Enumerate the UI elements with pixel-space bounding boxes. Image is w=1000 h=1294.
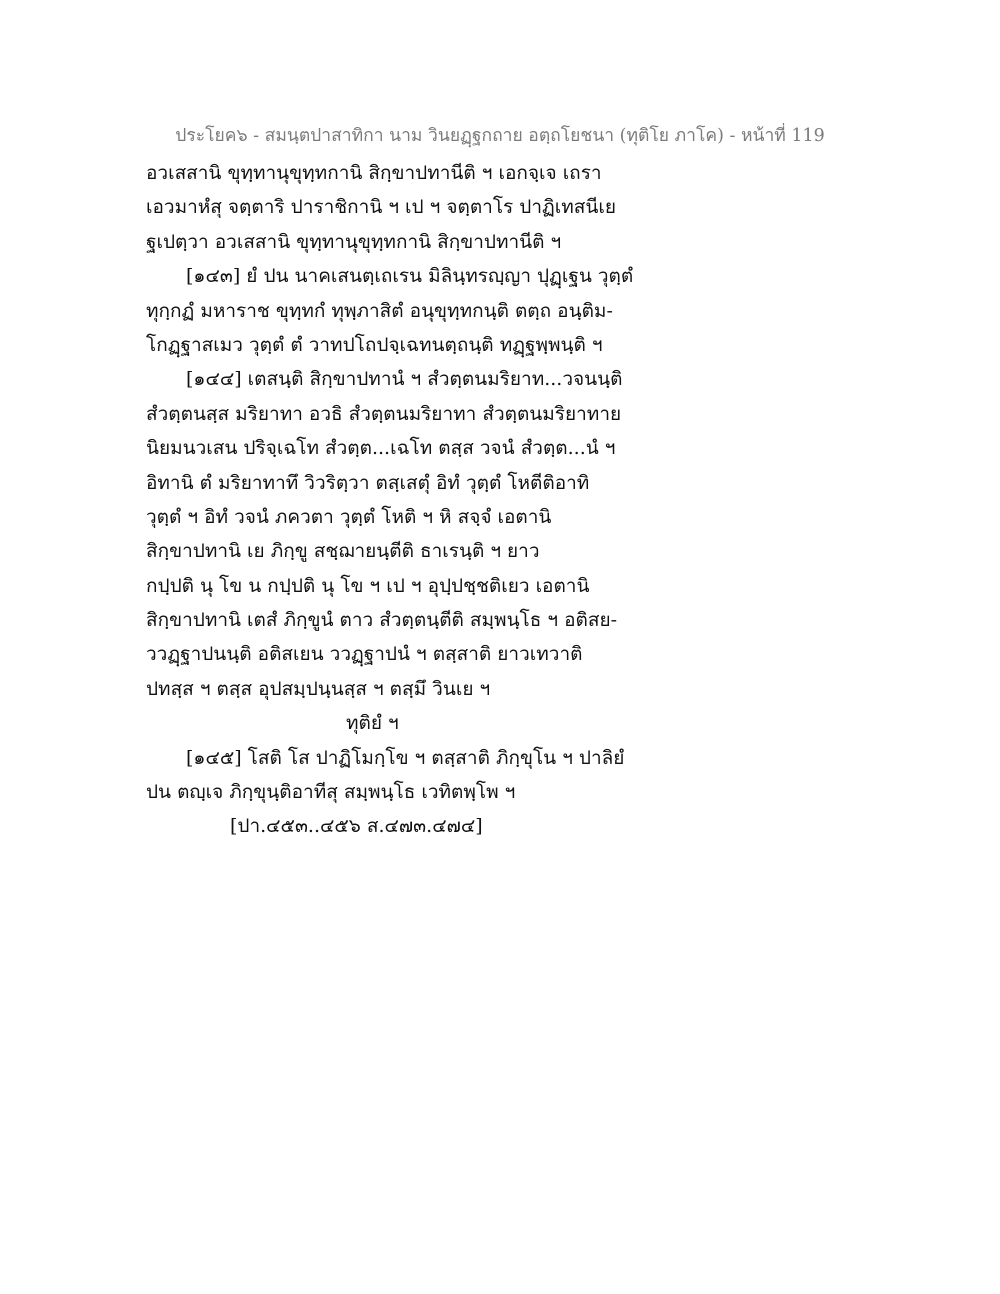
paragraph-145-start: [๑๔๕] โสติ โส ปาฏิโมกฺโข ฯ ตสฺสาติ ภิกฺขุโน ฯ ปาลิยํ — [186, 746, 625, 769]
section-heading-dutiyam: ทุติยํ ฯ — [346, 712, 399, 735]
text-line-11: วุตฺตํ ฯ อิทํ วจนํ ภควตา วุตฺตํ โหติ ฯ หิ สจฺจํ เอตานิ — [146, 505, 552, 528]
text-line-13: กปฺปติ นุ โข น กปฺปติ นุ โข ฯ เป ฯ อุปฺปชฺชติเยว เอตานิ — [146, 574, 590, 597]
body-text — [146, 156, 866, 844]
text-line-12: สิกฺขาปทานิ เย ภิกฺขู สชฺฌายนฺตีติ ธาเรนฺติ ฯ ยาว — [146, 540, 540, 563]
text-line-5: ทุกฺกฏํ มหาราช ขุทฺทกํ ทุพฺภาสิตํ อนุขุทฺทกนฺติ ตตฺถ อนฺติม- — [146, 299, 613, 322]
text-line-8: สํวตฺตนสฺส มริยาทา อวธิ สํวตฺตนมริยาทา สํวตฺตนมริยาทาย — [146, 402, 622, 425]
text-line-2: เอวมาหํสุ จตฺตาริ ปาราชิกานิ ฯ เป ฯ จตฺตาโร ปาฏิเทสนีเย — [146, 196, 617, 219]
text-line-16: ปทสฺส ฯ ตสฺส อุปสมฺปนฺนสฺส ฯ ตสฺมึ วินเย ฯ — [146, 677, 491, 700]
paragraph-144-start: [๑๔๔] เตสนฺติ สิกฺขาปทานํ ฯ สํวตฺตนมริยาท...วจนนฺติ — [186, 368, 623, 391]
text-line-6: โกฏฺฐาสเมว วุตฺตํ ตํ วาทปโถปจฺเฉทนตฺถนฺติ ทฏฺฐพฺพนฺติ ฯ — [146, 333, 603, 356]
text-line-14: สิกฺขาปทานิ เตสํ ภิกฺขูนํ ตาว สํวตฺตนฺตีติ สมฺพนฺโธ ฯ อติสย- — [146, 609, 618, 632]
text-line-19: ปน ตญฺเจ ภิกฺขุนฺติอาทีสุ สมฺพนฺโธ เวทิตพฺโพ ฯ — [146, 781, 516, 804]
text-line-3: ฐเปตฺวา อวเสสานิ ขุทฺทานุขุทฺทกานิ สิกฺขาปทานีติ ฯ — [146, 230, 562, 253]
running-header — [0, 121, 1000, 149]
text-line-9: นิยมนวเสน ปริจฺเฉโท สํวตฺต...เฉโท ตสฺส วจนํ สํวตฺต...นํ ฯ — [146, 437, 616, 460]
text-line-1: อวเสสานิ ขุทฺทานุขุทฺทกานิ สิกฺขาปทานีติ ฯ เอกจฺเจ เถรา — [146, 162, 602, 184]
page-reference: [ปา.๔๕๓..๔๕๖ ส.๔๗๓.๔๗๔] — [230, 815, 483, 838]
text-line-15: ววฏฺฐาปนนฺติ อติสเยน ววฏฺฐาปนํ ฯ ตสฺสาติ ยาวเทวาติ — [146, 643, 583, 666]
text-line-10: อิทานิ ตํ มริยาทาทึ วิวริตฺวา ตสฺเสตุํ อิทํ วุตฺตํ โหตีติอาทิ — [146, 471, 590, 494]
header-text: ประโยค๖ - สมนฺตปาสาทิกา นาม วินยฏฺฐกถาย อตฺถโยชนา (ทุติโย ภาโค) - หน้าที่ 119 — [175, 126, 825, 146]
paragraph-143-start: [๑๔๓] ยํ ปน นาคเสนตฺเถเรน มิลินฺทรญฺญา ปุฏฺเฐน วุตฺตํ — [186, 265, 634, 288]
